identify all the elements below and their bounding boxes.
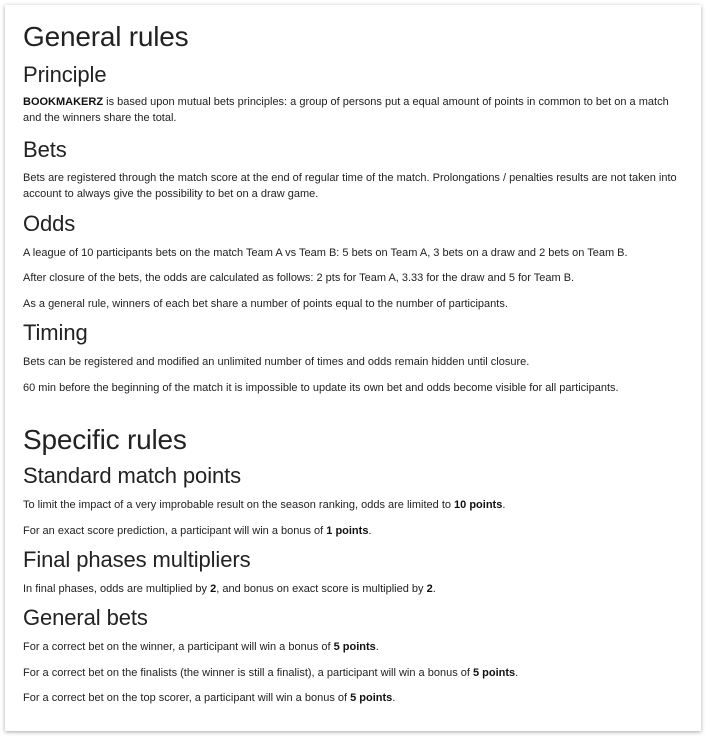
principle-text: BOOKMAKERZ is based upon mutual bets principles: a group of persons put a equal amount of points in common to bet on a match and the winners share the total. [23, 96, 669, 124]
timing-paragraph-2: 60 min before the beginning of the match it is impossible to update its own bet and odds become visible for all participants. [23, 382, 619, 394]
general-bets-heading: General bets [23, 605, 148, 630]
timing-paragraph-1: Bets can be registered and modified an unlimited number of times and odds remain hidden until closure. [23, 356, 530, 368]
principle-heading: Principle [23, 62, 107, 87]
odds-heading: Odds [23, 211, 76, 236]
standard-paragraph-2: For an exact score prediction, a participant will win a bonus of 1 points. [23, 525, 372, 537]
general-bets-paragraph-2: For a correct bet on the finalists (the winner is still a finalist), a participant will win a bonus of 5 points. [23, 667, 519, 679]
final-phases-heading: Final phases multipliers [23, 547, 251, 572]
brand-name: BOOKMAKERZ [23, 96, 104, 108]
bets-heading: Bets [23, 137, 67, 162]
general-bets-paragraph-3: For a correct bet on the top scorer, a participant will win a bonus of 5 points. [23, 692, 396, 704]
odds-paragraph-3: As a general rule, winners of each bet share a number of points equal to the number of participants. [23, 298, 508, 310]
final-phases-paragraph: In final phases, odds are multiplied by 2, and bonus on exact score is multiplied by 2. [23, 583, 436, 595]
specific-rules-heading: Specific rules [23, 424, 187, 455]
standard-match-points-heading: Standard match points [23, 463, 242, 488]
general-rules-heading: General rules [23, 21, 189, 52]
standard-paragraph-1: To limit the impact of a very improbable result on the season ranking, odds are limited to 10 points. [23, 499, 506, 511]
odds-paragraph-2: After closure of the bets, the odds are calculated as follows: 2 pts for Team A, 3.33 for the draw and 5 for Team B. [23, 272, 575, 284]
rules-card [5, 5, 701, 731]
general-bets-paragraph-1: For a correct bet on the winner, a participant will win a bonus of 5 points. [23, 641, 379, 653]
timing-heading: Timing [23, 320, 88, 345]
bets-text: Bets are registered through the match score at the end of regular time of the match. Prolongations / penalties results are not taken into account to always give the possibility to bet on a draw game. [23, 172, 677, 200]
odds-paragraph-1: A league of 10 participants bets on the match Team A vs Team B: 5 bets on Team A, 3 bets on a draw and 2 bets on Team B. [23, 247, 628, 259]
